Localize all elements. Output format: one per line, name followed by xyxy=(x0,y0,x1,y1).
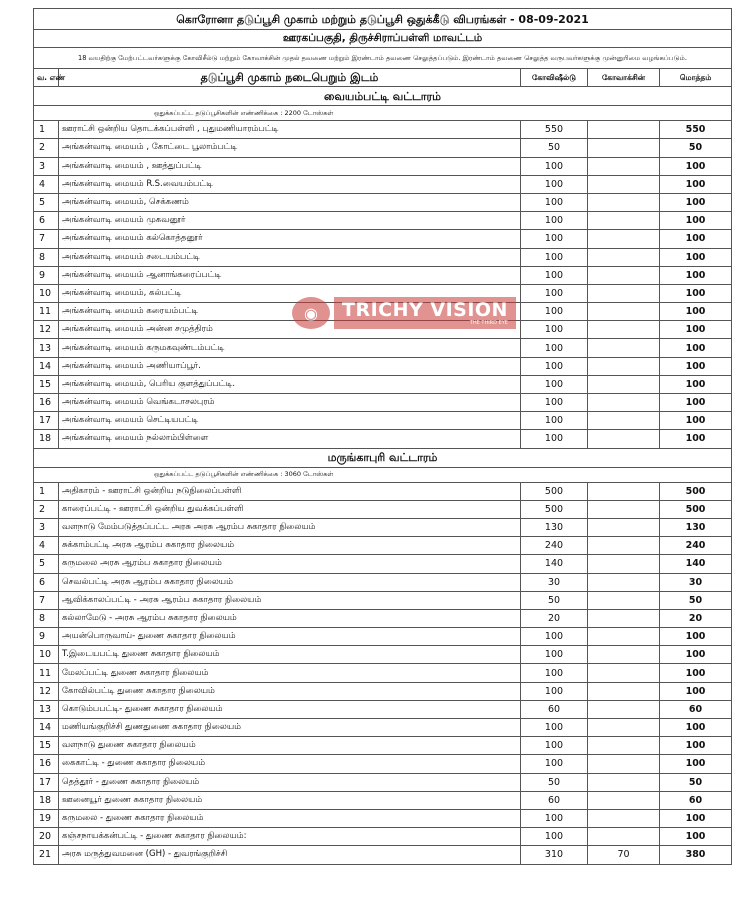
table-row xyxy=(34,412,732,430)
cell-covishield: 310 xyxy=(521,846,588,864)
watermark-brand: TRICHY VISION xyxy=(342,299,508,321)
col-total: மொத்தம் xyxy=(660,69,732,87)
table-row xyxy=(34,175,732,193)
cell-covaxin xyxy=(588,809,660,827)
cell-covishield: 100 xyxy=(521,430,588,448)
cell-covishield: 100 xyxy=(521,828,588,846)
cell-covaxin xyxy=(588,375,660,393)
vaccination-sheet xyxy=(33,8,731,865)
cell-place: அங்கன்வாடி மையம் அணியாப்பூர். xyxy=(59,357,521,375)
table-row xyxy=(34,828,732,846)
cell-place: காரைப்பட்டி - ஊராட்சி ஒன்றிய துவக்கப்பள்ளி xyxy=(59,500,521,518)
cell-place: அங்கன்வாடி மையம் முகவனூர் xyxy=(59,212,521,230)
cell-covishield: 140 xyxy=(521,555,588,573)
table-row xyxy=(34,773,732,791)
cell-sn: 5 xyxy=(34,555,59,573)
cell-place: அங்கன்வாடி மையம் R.S.வையம்பட்டி xyxy=(59,175,521,193)
cell-total: 100 xyxy=(660,230,732,248)
cell-covaxin xyxy=(588,248,660,266)
cell-total: 100 xyxy=(660,719,732,737)
cell-covishield: 100 xyxy=(521,755,588,773)
page-title: கொரோனா தடுப்பூசி முகாம் மற்றும் தடுப்பூசி ஒதுக்கீடு விபரங்கள் - 08-09-2021 xyxy=(34,9,732,30)
cell-covaxin xyxy=(588,303,660,321)
table-row xyxy=(34,809,732,827)
cell-place: அயன்பொருவாய்- துணை சுகாதார நிலையம் xyxy=(59,628,521,646)
cell-place: செவல்பட்டி அரசு ஆரம்ப சுகாதார நிலையம் xyxy=(59,573,521,591)
cell-sn: 21 xyxy=(34,846,59,864)
table-row xyxy=(34,755,732,773)
allocation-row xyxy=(34,106,732,121)
table-row xyxy=(34,357,732,375)
cell-total: 240 xyxy=(660,537,732,555)
eye-logo-icon: ◉ xyxy=(292,297,330,329)
cell-covishield: 50 xyxy=(521,773,588,791)
table-row xyxy=(34,284,732,302)
cell-total: 100 xyxy=(660,682,732,700)
cell-covishield: 100 xyxy=(521,375,588,393)
cell-place: அங்கன்வாடி மையம், பெரிய குளத்துப்பட்டி. xyxy=(59,375,521,393)
cell-covaxin xyxy=(588,628,660,646)
section-header-row xyxy=(34,448,732,467)
table-row xyxy=(34,139,732,157)
cell-sn: 1 xyxy=(34,482,59,500)
cell-covishield: 100 xyxy=(521,266,588,284)
cell-place: அங்கன்வாடி மையம் கரையம்பட்டி xyxy=(59,303,521,321)
cell-covishield: 100 xyxy=(521,321,588,339)
cell-place: அங்கன்வாடி மையம் , கோட்டை பூலாம்பட்டி xyxy=(59,139,521,157)
cell-place: மேலப்பட்டி துணை சுகாதார நிலையம் xyxy=(59,664,521,682)
cell-place: தெத்தூர் - துணை சுகாதார நிலையம் xyxy=(59,773,521,791)
table-row xyxy=(34,719,732,737)
table-row xyxy=(34,303,732,321)
table-row xyxy=(34,266,732,284)
allocation-note: ஒதுக்கப்பட்ட தடுப்பூசிகளின் எண்ணிக்கை : 3060 டோஸ்கள் xyxy=(34,467,732,482)
cell-total: 100 xyxy=(660,828,732,846)
cell-place: அங்கன்வாடி மையம் அன்ன சமுத்திரம் xyxy=(59,321,521,339)
info-note: 18 வயதிற்கு மேற்பட்டவர்களுக்கு கோவிசீல்டு மற்றும் கோவாக்சின் முதல் தவணை மற்றும் இரண்டாம் தவணை செலுத்தப்படும். இரண்டாம் தவணை செலுத்த வருபவர்களுக்கு முன்னுரிமை வழங்கப்படும். xyxy=(34,48,732,69)
cell-place: ஊராட்சி ஒன்றிய தொடக்கப்பள்ளி , புதுமணியாரம்பட்டி xyxy=(59,121,521,139)
cell-covishield: 100 xyxy=(521,719,588,737)
cell-sn: 2 xyxy=(34,139,59,157)
table-body xyxy=(34,87,732,864)
cell-total: 20 xyxy=(660,609,732,627)
table-row xyxy=(34,500,732,518)
table-row xyxy=(34,664,732,682)
cell-covaxin xyxy=(588,121,660,139)
cell-covaxin xyxy=(588,175,660,193)
cell-place: வளநாடு துணை சுகாதார நிலையம் xyxy=(59,737,521,755)
cell-sn: 6 xyxy=(34,573,59,591)
cell-total: 100 xyxy=(660,266,732,284)
cell-sn: 4 xyxy=(34,537,59,555)
cell-sn: 13 xyxy=(34,700,59,718)
cell-place: கைகாட்டி - துணை சுகாதார நிலையம் xyxy=(59,755,521,773)
cell-place: அங்கன்வாடி மையம், கல்பட்டி xyxy=(59,284,521,302)
cell-covaxin xyxy=(588,664,660,682)
cell-sn: 13 xyxy=(34,339,59,357)
cell-total: 100 xyxy=(660,628,732,646)
cell-place: கருமலை அரசு ஆரம்ப சுகாதார நிலையம் xyxy=(59,555,521,573)
cell-total: 500 xyxy=(660,500,732,518)
cell-covishield: 100 xyxy=(521,394,588,412)
table-row xyxy=(34,394,732,412)
cell-total: 100 xyxy=(660,412,732,430)
cell-covishield: 500 xyxy=(521,482,588,500)
cell-covaxin xyxy=(588,266,660,284)
cell-sn: 2 xyxy=(34,500,59,518)
cell-sn: 8 xyxy=(34,248,59,266)
table-row xyxy=(34,700,732,718)
cell-sn: 8 xyxy=(34,609,59,627)
cell-sn: 17 xyxy=(34,412,59,430)
cell-covishield: 100 xyxy=(521,248,588,266)
cell-sn: 1 xyxy=(34,121,59,139)
cell-covaxin xyxy=(588,791,660,809)
cell-place: அங்கன்வாடி மையம், செக்கணம் xyxy=(59,193,521,211)
table-row xyxy=(34,573,732,591)
cell-covishield: 100 xyxy=(521,303,588,321)
cell-sn: 7 xyxy=(34,591,59,609)
cell-total: 100 xyxy=(660,357,732,375)
cell-covaxin xyxy=(588,212,660,230)
cell-covishield: 100 xyxy=(521,212,588,230)
cell-covaxin xyxy=(588,482,660,500)
cell-total: 550 xyxy=(660,121,732,139)
watermark-tagline: THE THIRD EYE xyxy=(469,320,508,326)
table-row xyxy=(34,157,732,175)
cell-sn: 4 xyxy=(34,175,59,193)
cell-total: 100 xyxy=(660,394,732,412)
cell-covishield: 100 xyxy=(521,230,588,248)
cell-total: 100 xyxy=(660,212,732,230)
cell-covishield: 240 xyxy=(521,537,588,555)
table-row xyxy=(34,682,732,700)
cell-place: கல்லாமேடு - அரசு ஆரம்ப சுகாதார நிலையம் xyxy=(59,609,521,627)
cell-covaxin xyxy=(588,773,660,791)
table-row xyxy=(34,482,732,500)
cell-sn: 20 xyxy=(34,828,59,846)
cell-sn: 11 xyxy=(34,303,59,321)
cell-covaxin xyxy=(588,518,660,536)
table-row xyxy=(34,248,732,266)
cell-total: 100 xyxy=(660,193,732,211)
cell-covaxin xyxy=(588,193,660,211)
table-row xyxy=(34,375,732,393)
cell-total: 50 xyxy=(660,591,732,609)
cell-total: 100 xyxy=(660,339,732,357)
col-covishield: கோவிஷீல்டு xyxy=(521,69,588,87)
table-row xyxy=(34,737,732,755)
cell-sn: 15 xyxy=(34,737,59,755)
cell-sn: 3 xyxy=(34,518,59,536)
cell-place: அங்கன்வாடி மையம் , ஊத்துப்பட்டி xyxy=(59,157,521,175)
cell-covaxin xyxy=(588,573,660,591)
cell-covishield: 550 xyxy=(521,121,588,139)
cell-covishield: 60 xyxy=(521,700,588,718)
vaccination-table xyxy=(33,8,732,865)
cell-covaxin xyxy=(588,591,660,609)
cell-sn: 16 xyxy=(34,755,59,773)
cell-covishield: 100 xyxy=(521,284,588,302)
cell-total: 50 xyxy=(660,773,732,791)
column-header-row xyxy=(34,69,732,87)
cell-sn: 18 xyxy=(34,430,59,448)
cell-sn: 5 xyxy=(34,193,59,211)
cell-covaxin xyxy=(588,430,660,448)
cell-covaxin xyxy=(588,157,660,175)
page-subtitle: ஊரகப்பகுதி, திருச்சிராப்பள்ளி மாவட்டம் xyxy=(34,30,732,48)
section-title: வையம்பட்டி வட்டாரம் xyxy=(34,87,732,106)
cell-covaxin: 70 xyxy=(588,846,660,864)
cell-covaxin xyxy=(588,682,660,700)
cell-covaxin xyxy=(588,828,660,846)
cell-total: 130 xyxy=(660,518,732,536)
cell-sn: 9 xyxy=(34,266,59,284)
cell-place: அங்கன்வாடி மையம் ஆனாங்கரைப்பட்டி xyxy=(59,266,521,284)
table-row xyxy=(34,230,732,248)
cell-total: 60 xyxy=(660,700,732,718)
cell-covishield: 100 xyxy=(521,809,588,827)
cell-total: 100 xyxy=(660,737,732,755)
cell-total: 100 xyxy=(660,157,732,175)
cell-place: அங்கன்வாடி மையம் கல்கொத்தனூர் xyxy=(59,230,521,248)
cell-covishield: 60 xyxy=(521,791,588,809)
cell-total: 380 xyxy=(660,846,732,864)
cell-covishield: 100 xyxy=(521,412,588,430)
table-row xyxy=(34,846,732,864)
table-row xyxy=(34,609,732,627)
cell-covishield: 50 xyxy=(521,139,588,157)
cell-sn: 11 xyxy=(34,664,59,682)
cell-covishield: 100 xyxy=(521,357,588,375)
cell-total: 100 xyxy=(660,175,732,193)
cell-total: 60 xyxy=(660,791,732,809)
cell-covishield: 100 xyxy=(521,193,588,211)
cell-sn: 17 xyxy=(34,773,59,791)
cell-sn: 14 xyxy=(34,719,59,737)
cell-covaxin xyxy=(588,555,660,573)
table-row xyxy=(34,321,732,339)
cell-place: அங்கன்வாடி மையம் செட்டியபட்டி xyxy=(59,412,521,430)
cell-place: அதிகாரம் - ஊராட்சி ஒன்றிய நடுநிலைப்பள்ளி xyxy=(59,482,521,500)
cell-place: கொடும்பபட்டி- துணை சுகாதார நிலையம் xyxy=(59,700,521,718)
table-row xyxy=(34,555,732,573)
cell-covaxin xyxy=(588,339,660,357)
cell-covaxin xyxy=(588,755,660,773)
cell-covaxin xyxy=(588,609,660,627)
cell-total: 100 xyxy=(660,284,732,302)
cell-place: வளநாடு மேம்படுத்தப்பட்ட அரசு அரசு ஆரம்ப சுகாதார நிலையம் xyxy=(59,518,521,536)
cell-covishield: 100 xyxy=(521,339,588,357)
cell-place: கஞ்சநாயக்கன்பட்டி - துணை சுகாதார நிலையம்: xyxy=(59,828,521,846)
cell-covishield: 100 xyxy=(521,646,588,664)
section-title: மருங்காபுரி வட்டாரம் xyxy=(34,448,732,467)
cell-place: அங்கன்வாடி மையம் வெங்கடாசலபுரம் xyxy=(59,394,521,412)
cell-total: 100 xyxy=(660,303,732,321)
cell-place: கருமலை - துணை சுகாதார நிலையம் xyxy=(59,809,521,827)
table-row xyxy=(34,193,732,211)
table-row xyxy=(34,121,732,139)
cell-total: 100 xyxy=(660,755,732,773)
cell-covishield: 100 xyxy=(521,664,588,682)
cell-sn: 9 xyxy=(34,628,59,646)
cell-place: அங்கன்வாடி மையம் சடையம்பட்டி xyxy=(59,248,521,266)
cell-place: அங்கன்வாடி மையம் நல்லாம்பிள்ளை xyxy=(59,430,521,448)
cell-sn: 3 xyxy=(34,157,59,175)
cell-covaxin xyxy=(588,394,660,412)
cell-sn: 18 xyxy=(34,791,59,809)
cell-sn: 16 xyxy=(34,394,59,412)
cell-covaxin xyxy=(588,719,660,737)
cell-covishield: 130 xyxy=(521,518,588,536)
cell-place: ஆவிக்காலப்பட்டி - அரசு ஆரம்ப சுகாதார நிலையம் xyxy=(59,591,521,609)
cell-covaxin xyxy=(588,284,660,302)
cell-place: T.இடையபட்டி துணை சுகாதார நிலையம் xyxy=(59,646,521,664)
cell-place: சுக்காம்பட்டி அரசு ஆரம்ப சுகாதார நிலையம் xyxy=(59,537,521,555)
cell-total: 30 xyxy=(660,573,732,591)
table-row xyxy=(34,339,732,357)
cell-total: 100 xyxy=(660,809,732,827)
cell-sn: 7 xyxy=(34,230,59,248)
cell-covishield: 20 xyxy=(521,609,588,627)
cell-covaxin xyxy=(588,321,660,339)
cell-sn: 12 xyxy=(34,321,59,339)
table-row xyxy=(34,646,732,664)
cell-covaxin xyxy=(588,537,660,555)
cell-total: 100 xyxy=(660,664,732,682)
cell-total: 100 xyxy=(660,248,732,266)
cell-sn: 14 xyxy=(34,357,59,375)
cell-covaxin xyxy=(588,646,660,664)
section-header-row xyxy=(34,87,732,106)
cell-covaxin xyxy=(588,412,660,430)
cell-sn: 19 xyxy=(34,809,59,827)
table-row xyxy=(34,430,732,448)
cell-covishield: 100 xyxy=(521,682,588,700)
table-row xyxy=(34,628,732,646)
cell-total: 100 xyxy=(660,321,732,339)
cell-sn: 6 xyxy=(34,212,59,230)
cell-covaxin xyxy=(588,357,660,375)
table-row xyxy=(34,537,732,555)
cell-sn: 12 xyxy=(34,682,59,700)
cell-place: அரசு மருத்துவமனை (GH) - துவரங்குறிச்சி xyxy=(59,846,521,864)
cell-place: அங்கன்வாடி மையம் கருமகவுண்டம்பட்டி xyxy=(59,339,521,357)
col-sn: வ. எண் xyxy=(34,69,59,87)
cell-covishield: 50 xyxy=(521,591,588,609)
allocation-row xyxy=(34,467,732,482)
cell-covishield: 100 xyxy=(521,737,588,755)
table-row xyxy=(34,518,732,536)
table-row xyxy=(34,791,732,809)
cell-total: 140 xyxy=(660,555,732,573)
cell-sn: 10 xyxy=(34,646,59,664)
cell-covaxin xyxy=(588,737,660,755)
cell-place: ஊனையூர் துணை சுகாதார நிலையம் xyxy=(59,791,521,809)
cell-covishield: 30 xyxy=(521,573,588,591)
cell-place: கோவில்பட்டி துணை சுகாதார நிலையம் xyxy=(59,682,521,700)
cell-total: 100 xyxy=(660,430,732,448)
cell-covishield: 500 xyxy=(521,500,588,518)
cell-covaxin xyxy=(588,700,660,718)
cell-total: 100 xyxy=(660,646,732,664)
cell-covaxin xyxy=(588,500,660,518)
col-place: தடுப்பூசி முகாம் நடைபெறும் இடம் xyxy=(59,69,521,87)
cell-sn: 10 xyxy=(34,284,59,302)
cell-total: 100 xyxy=(660,375,732,393)
cell-total: 500 xyxy=(660,482,732,500)
col-covaxin: கோவாக்சின் xyxy=(588,69,660,87)
table-row xyxy=(34,212,732,230)
cell-covishield: 100 xyxy=(521,628,588,646)
table-row xyxy=(34,591,732,609)
cell-total: 50 xyxy=(660,139,732,157)
cell-covishield: 100 xyxy=(521,175,588,193)
allocation-note: ஒதுக்கப்பட்ட தடுப்பூசிகளின் எண்ணிக்கை : 2200 டோஸ்கள் xyxy=(34,106,732,121)
cell-sn: 15 xyxy=(34,375,59,393)
cell-place: மணியங்குறிச்சி துணதுணை சுகாதார நிலையம் xyxy=(59,719,521,737)
cell-covaxin xyxy=(588,230,660,248)
cell-covaxin xyxy=(588,139,660,157)
cell-covishield: 100 xyxy=(521,157,588,175)
